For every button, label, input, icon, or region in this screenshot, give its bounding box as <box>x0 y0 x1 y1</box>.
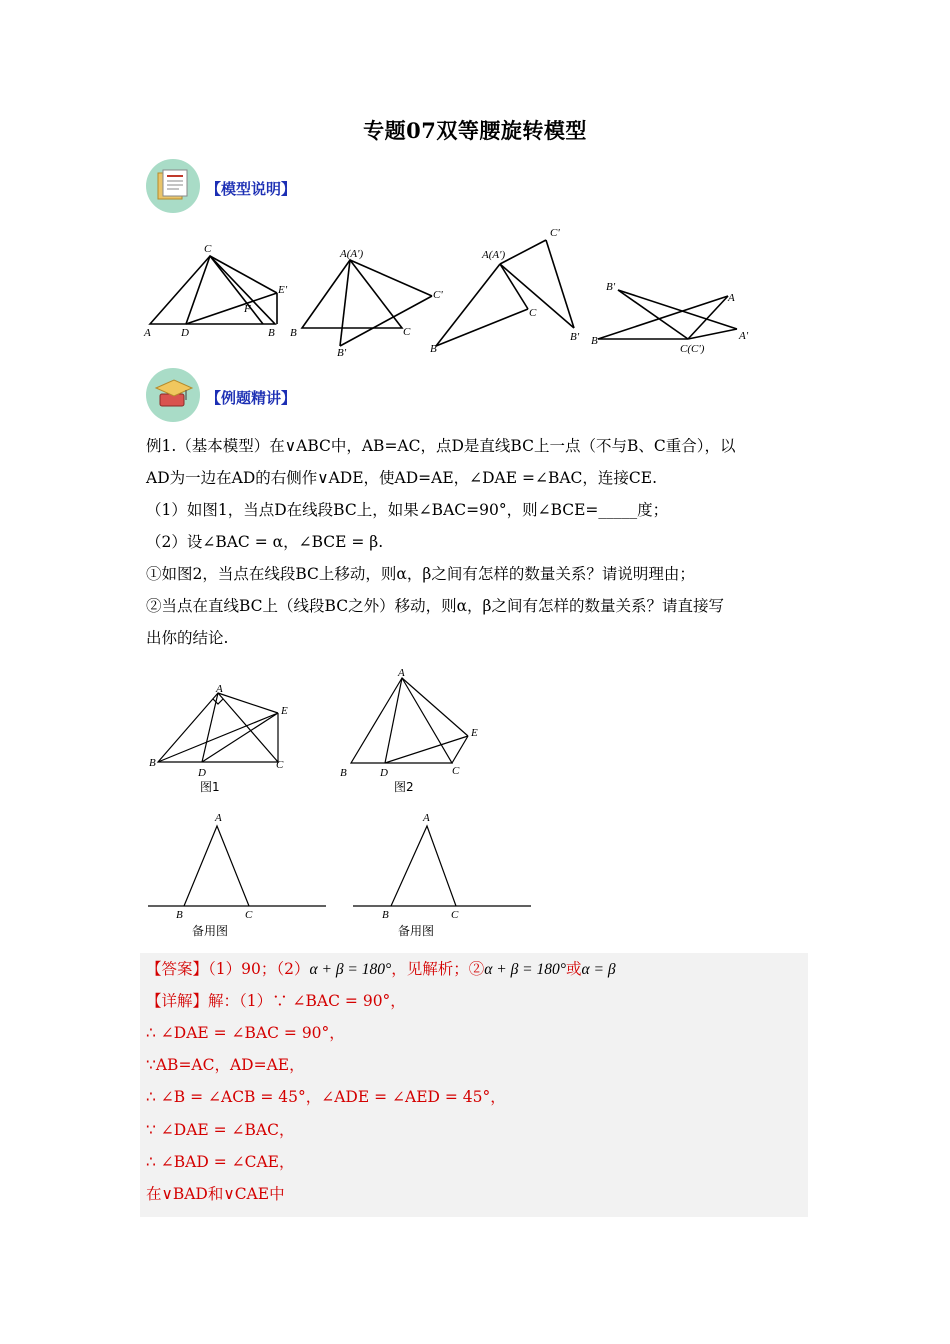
label-b-prime: B' <box>337 347 347 359</box>
label-c-prime: C' <box>550 227 560 239</box>
label-c: C <box>451 909 459 921</box>
label-e-prime: E' <box>278 284 288 296</box>
model-figure-4 <box>598 290 737 339</box>
answer-line: ∴ ∠BAD = ∠CAE， <box>146 1153 295 1171</box>
answer-line <box>146 989 406 1011</box>
label-b: B <box>591 335 598 347</box>
section-model-heading: 【模型说明】 <box>206 180 297 198</box>
figure-caption: 图2 <box>394 780 414 794</box>
example-1 <box>146 430 806 654</box>
label-b: B <box>430 343 437 355</box>
example-line: ②当点在直线BC上（线段BC之外）移动，则α，β之间有怎样的数量关系？请直接写 <box>146 597 725 615</box>
example-line: AD为一边在AD的右侧作∨ADE，使AD=AE，∠DAE =∠BAC，连接CE. <box>146 469 658 487</box>
label-b-prime: B' <box>606 281 616 293</box>
answer-line: ∴ ∠DAE = ∠BAC = 90°， <box>146 1024 345 1042</box>
answer-formula: α + β = 180° <box>484 961 566 978</box>
label-c: C <box>276 759 284 771</box>
example-figures <box>140 666 540 802</box>
answer-line: ∵AB=AC，AD=AE， <box>146 1056 305 1074</box>
label-c-c-prime: C(C') <box>680 343 705 355</box>
model-figure-1 <box>150 256 277 324</box>
detail-tag: 【详解】 <box>146 992 209 1010</box>
example-line: ①如图2，当点在线段BC上移动，则α，β之间有怎样的数量关系？请说明理由； <box>146 565 695 583</box>
example-line: （1）如图1，当点D在线段BC上，如果∠BAC=90°，则∠BCE=_____度； <box>146 501 669 519</box>
label-f: F <box>244 303 251 315</box>
label-b: B <box>290 327 297 339</box>
label-c: C <box>529 307 537 319</box>
label-c: C <box>245 909 253 921</box>
figure-caption: 备用图 <box>192 924 229 938</box>
example-line: （2）设∠BAC = α，∠BCE = β. <box>146 533 384 551</box>
answer-text: （1）90；（2） <box>208 960 310 978</box>
label-a-a-prime: A(A') <box>340 248 364 260</box>
example-line: 出你的结论. <box>146 629 229 647</box>
spare-figure-2 <box>353 826 531 906</box>
label-e: E <box>471 727 478 739</box>
label-a-prime: A' <box>739 330 749 342</box>
answer-text: ，见解析；② <box>391 960 485 978</box>
label-b-prime: B' <box>570 331 580 343</box>
label-b: B <box>268 327 275 339</box>
answer-text: 或 <box>565 960 582 978</box>
label-a: A <box>398 667 405 679</box>
label-c: C <box>452 765 460 777</box>
spare-figures <box>140 808 540 943</box>
answer-line <box>146 957 616 979</box>
label-d: D <box>181 327 189 339</box>
label-b: B <box>382 909 389 921</box>
spare-figure-1 <box>148 826 326 906</box>
model-figure-2 <box>302 260 432 346</box>
page-title: 专题07双等腰旋转模型 <box>363 118 587 143</box>
section-examples-heading: 【例题精讲】 <box>206 389 297 407</box>
label-a-a-prime: A(A') <box>482 249 506 261</box>
example-line: 例1.（基本模型）在∨ABC中，AB=AC，点D是直线BC上一点（不与B、C重合），以 <box>146 437 736 455</box>
label-a: A <box>144 327 151 339</box>
label-c: C <box>403 326 411 338</box>
answer-line: 在∨BAD和∨CAE中 <box>146 1185 285 1203</box>
document-icon <box>146 159 200 213</box>
label-a: A <box>423 812 430 824</box>
figure-caption: 图1 <box>200 780 220 794</box>
answer-formula: α + β = 180° <box>309 961 392 978</box>
answer-tag: 【答案】 <box>146 960 209 978</box>
label-d: D <box>380 767 388 779</box>
example-figure-2 <box>351 678 468 763</box>
answer-line: ∵ ∠DAE = ∠BAC， <box>146 1121 295 1139</box>
example-figure-1 <box>158 693 278 762</box>
label-a: A <box>215 812 222 824</box>
label-e: E <box>281 705 288 717</box>
label-d: D <box>198 767 206 779</box>
label-c-prime: C' <box>433 289 443 301</box>
answer-formula: α = β <box>581 961 616 978</box>
figure-caption: 备用图 <box>398 924 435 938</box>
graduation-cap-icon <box>146 368 200 422</box>
label-c: C <box>204 243 212 255</box>
label-b: B <box>176 909 183 921</box>
label-b: B <box>340 767 347 779</box>
label-a: A <box>216 683 223 695</box>
answer-box <box>140 953 808 1217</box>
label-b: B <box>149 757 156 769</box>
model-figures <box>140 227 760 366</box>
answer-line: ∴ ∠B = ∠ACB = 45°，∠ADE = ∠AED = 45°， <box>146 1088 506 1106</box>
answer-text: 解：（1）∵ ∠BAC = 90°， <box>208 992 406 1010</box>
label-a: A <box>728 292 735 304</box>
